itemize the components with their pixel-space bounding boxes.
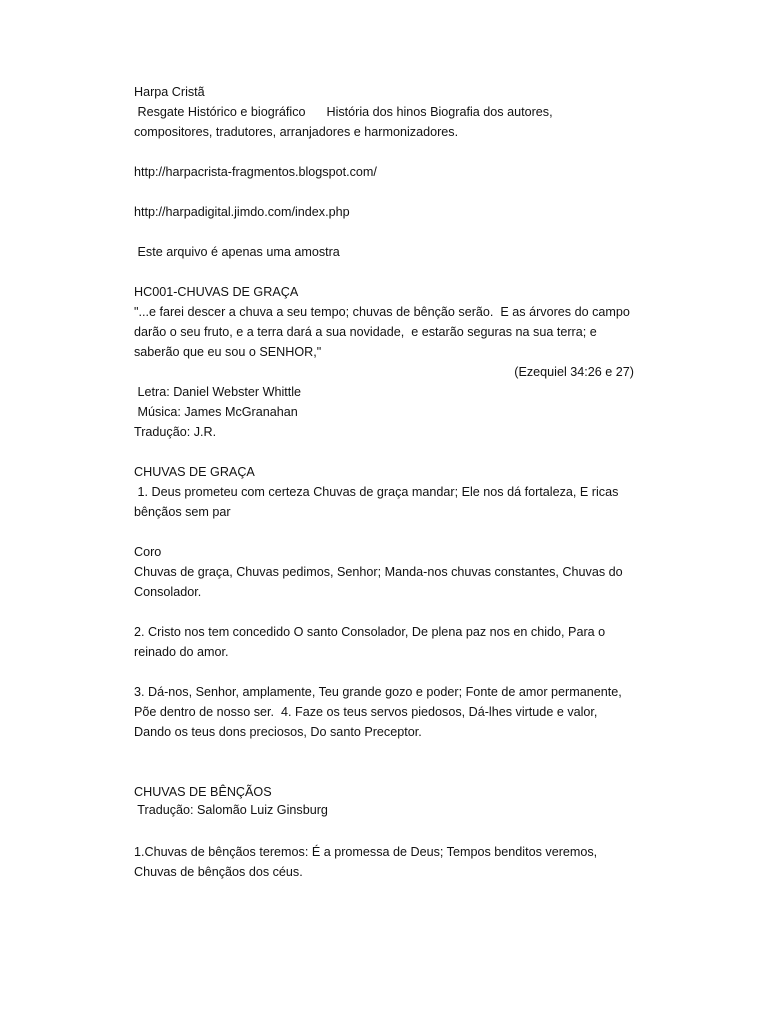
scripture-quote-line: "...e farei descer a chuva a seu tempo; chuvas de bênção serão. E as árvores do campo — [134, 305, 630, 319]
scripture-quote-line: darão o seu fruto, e a terra dará a sua novidade, e estarão seguras na sua terra; e — [134, 325, 597, 339]
song-title: CHUVAS DE GRAÇA — [134, 465, 255, 479]
document-subtitle-line: compositores, tradutores, arranjadores e harmonizadores. — [134, 125, 459, 139]
verse-line: 2. Cristo nos tem concedido O santo Consolador, De plena paz nos en chido, Para o — [134, 625, 606, 639]
chorus-line: Chuvas de graça, Chuvas pedimos, Senhor; Manda-nos chuvas constantes, Chuvas do — [134, 565, 623, 579]
song-title: CHUVAS DE BÊNÇÃOS — [134, 785, 272, 799]
site-link[interactable]: http://harpadigital.jimdo.com/index.php — [134, 205, 350, 219]
scripture-quote-line: saberão que eu sou o SENHOR," — [134, 345, 322, 359]
verse-line: reinado do amor. — [134, 645, 229, 659]
chorus-line: Consolador. — [134, 585, 202, 599]
music-credit: Música: James McGranahan — [134, 405, 298, 419]
verse-line: Dando os teus dons preciosos, Do santo Preceptor. — [134, 725, 422, 739]
verse-line: 3. Dá-nos, Senhor, amplamente, Teu grande gozo e poder; Fonte de amor permanente, — [134, 685, 622, 699]
sample-notice: Este arquivo é apenas uma amostra — [134, 245, 340, 259]
scripture-reference: (Ezequiel 34:26 e 27) — [514, 365, 634, 379]
verse-line: 1. Deus prometeu com certeza Chuvas de graça mandar; Ele nos dá fortaleza, E ricas — [134, 485, 619, 499]
document-title: Harpa Cristã — [134, 85, 205, 99]
blog-link[interactable]: http://harpacrista-fragmentos.blogspot.com/ — [134, 165, 377, 179]
verse-line: 1.Chuvas de bênçãos teremos: É a promessa de Deus; Tempos benditos veremos, — [134, 845, 598, 859]
translation-credit: Tradução: J.R. — [134, 425, 217, 439]
hymn-heading: HC001-CHUVAS DE GRAÇA — [134, 285, 299, 299]
verse-line: bênçãos sem par — [134, 505, 231, 519]
translation-credit: Tradução: Salomão Luiz Ginsburg — [134, 803, 328, 817]
verse-line: Chuvas de bênçãos dos céus. — [134, 865, 303, 879]
verse-line: Põe dentro de nosso ser. 4. Faze os teus servos piedosos, Dá-lhes virtude e valor, — [134, 705, 598, 719]
document-subtitle-line: Resgate Histórico e biográfico História dos hinos Biografia dos autores, — [134, 105, 553, 119]
chorus-label: Coro — [134, 545, 162, 559]
lyrics-credit: Letra: Daniel Webster Whittle — [134, 385, 302, 399]
